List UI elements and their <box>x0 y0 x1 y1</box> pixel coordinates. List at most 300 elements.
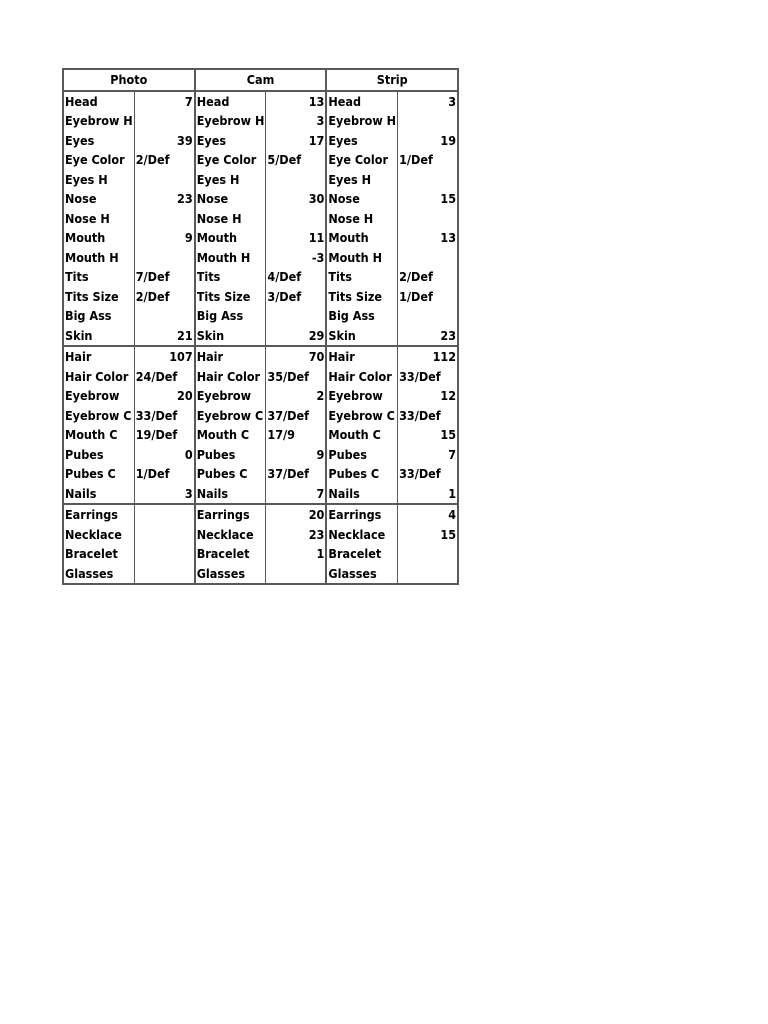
row-label-text: Head <box>328 93 362 109</box>
value-cell[interactable] <box>266 464 327 484</box>
table-row <box>63 544 458 564</box>
value-text: 9 <box>184 230 193 245</box>
value-cell[interactable] <box>134 150 195 170</box>
value-text: 2/Def <box>135 288 170 304</box>
row-label-cell[interactable] <box>326 248 397 268</box>
row-label-cell[interactable] <box>326 406 397 426</box>
row-label-text: Earrings <box>65 507 118 522</box>
table-row <box>63 425 458 445</box>
value-cell[interactable] <box>398 504 459 525</box>
value-cell[interactable] <box>398 306 459 326</box>
row-label-cell[interactable] <box>195 326 266 347</box>
row-label-text: Pubes C <box>328 466 380 481</box>
value-text: 4/Def <box>267 269 302 284</box>
row-label-text: Eyes H <box>65 171 108 187</box>
row-label-cell[interactable] <box>195 544 266 564</box>
row-label-cell[interactable] <box>195 525 266 545</box>
table-row <box>63 504 458 525</box>
column-header-photo: Photo <box>63 69 195 91</box>
row-label-cell[interactable] <box>326 425 397 445</box>
value-text: 7 <box>316 485 325 501</box>
row-label-text: Hair <box>328 349 355 364</box>
value-cell[interactable] <box>398 287 459 307</box>
row-label-text: Nose H <box>328 210 374 226</box>
row-label-cell[interactable] <box>326 267 397 287</box>
value-cell[interactable] <box>134 346 195 367</box>
value-cell[interactable] <box>266 228 327 248</box>
value-cell[interactable] <box>134 386 195 406</box>
value-cell[interactable] <box>266 248 327 268</box>
table-row <box>63 564 458 585</box>
value-cell[interactable] <box>398 267 459 287</box>
row-label-text: Eyebrow H <box>196 113 265 128</box>
table-row <box>63 189 458 209</box>
row-label-cell[interactable] <box>195 564 266 585</box>
row-label-cell[interactable] <box>195 189 266 209</box>
row-label-text: Mouth <box>196 230 238 245</box>
row-label-text: Tits <box>196 269 221 284</box>
table-row <box>63 170 458 190</box>
row-label-cell[interactable] <box>326 189 397 209</box>
value-text: 23 <box>177 191 193 206</box>
value-text: 37/Def <box>267 407 309 423</box>
row-label-text: Eyebrow <box>196 388 252 403</box>
row-label-cell[interactable] <box>326 346 397 367</box>
value-text: 13 <box>308 93 325 109</box>
value-cell[interactable] <box>266 287 327 307</box>
value-cell[interactable] <box>134 464 195 484</box>
row-label-text: Bracelet <box>328 546 382 561</box>
table-row <box>63 346 458 367</box>
value-text: 9 <box>316 446 325 462</box>
value-text: 23 <box>440 327 457 343</box>
value-cell[interactable] <box>398 346 459 367</box>
value-cell[interactable] <box>398 131 459 151</box>
value-text: 15 <box>440 526 457 542</box>
row-label-text: Nails <box>328 485 360 501</box>
table-row <box>63 445 458 465</box>
row-label-text: Nose <box>328 191 360 206</box>
row-label-text: Eyebrow C <box>196 407 264 423</box>
value-text: 35/Def <box>267 368 309 384</box>
table-row <box>63 228 458 248</box>
row-label-cell[interactable] <box>63 267 134 287</box>
value-cell[interactable] <box>134 111 195 131</box>
row-label-cell[interactable] <box>326 326 397 347</box>
row-label-cell[interactable] <box>326 445 397 465</box>
row-label-text: Glasses <box>65 565 114 581</box>
row-label-text: Skin <box>65 327 93 343</box>
row-label-text: Eyebrow <box>65 388 120 403</box>
row-label-cell[interactable] <box>326 131 397 151</box>
value-text: 13 <box>440 230 457 245</box>
row-label-cell[interactable] <box>63 464 134 484</box>
value-text: 29 <box>308 327 325 343</box>
row-label-text: Nails <box>65 485 97 501</box>
table-row <box>63 209 458 229</box>
value-text: -3 <box>311 249 325 265</box>
value-cell[interactable] <box>266 267 327 287</box>
table-body <box>63 91 458 585</box>
value-text: 19/Def <box>135 427 178 442</box>
row-label-cell[interactable] <box>63 484 134 505</box>
row-label-cell[interactable] <box>63 228 134 248</box>
value-text: 30 <box>308 191 325 206</box>
value-cell[interactable] <box>398 544 459 564</box>
row-label-cell[interactable] <box>195 170 266 190</box>
row-label-text: Pubes <box>328 446 367 462</box>
row-label-text: Tits Size <box>328 288 383 304</box>
table-row <box>63 386 458 406</box>
value-cell[interactable] <box>266 131 327 151</box>
value-cell[interactable] <box>398 228 459 248</box>
value-cell[interactable] <box>398 189 459 209</box>
column-header-cam: Cam <box>195 69 327 91</box>
value-text: 3 <box>184 485 193 501</box>
row-label-text: Pubes C <box>196 466 248 481</box>
value-cell[interactable] <box>398 248 459 268</box>
column-header-strip: Strip <box>326 69 458 91</box>
value-cell[interactable] <box>398 367 459 387</box>
row-label-text: Skin <box>196 327 225 343</box>
row-label-text: Mouth H <box>328 249 383 265</box>
value-cell[interactable] <box>266 544 327 564</box>
row-label-text: Eyebrow <box>328 388 383 403</box>
row-label-cell[interactable] <box>63 306 134 326</box>
value-cell[interactable] <box>134 525 195 545</box>
value-cell[interactable] <box>266 386 327 406</box>
value-cell[interactable] <box>266 150 327 170</box>
value-cell[interactable] <box>266 209 327 229</box>
row-label-cell[interactable] <box>63 504 134 525</box>
table-row <box>63 326 458 347</box>
row-label-text: Mouth H <box>65 249 119 265</box>
value-text: 17 <box>308 132 325 148</box>
row-label-cell[interactable] <box>195 484 266 505</box>
value-cell[interactable] <box>398 445 459 465</box>
row-label-cell[interactable] <box>63 525 134 545</box>
row-label-text: Mouth <box>328 230 369 245</box>
row-label-text: Big Ass <box>65 308 112 323</box>
value-cell[interactable] <box>134 267 195 287</box>
table-row <box>63 267 458 287</box>
table-row <box>63 406 458 426</box>
value-text: 21 <box>177 327 193 343</box>
row-label-text: Eye Color <box>328 152 389 167</box>
value-cell[interactable] <box>134 367 195 387</box>
value-text: 33/Def <box>135 407 178 423</box>
row-label-cell[interactable] <box>326 386 397 406</box>
value-cell[interactable] <box>134 504 195 525</box>
row-label-text: Hair <box>196 349 224 364</box>
row-label-text: Nails <box>196 485 229 501</box>
row-label-text: Eyes H <box>328 171 372 187</box>
value-cell[interactable] <box>134 425 195 445</box>
row-label-cell[interactable] <box>63 189 134 209</box>
row-label-text: Eyes H <box>196 171 240 187</box>
value-text: 7 <box>448 446 457 462</box>
row-label-cell[interactable] <box>63 406 134 426</box>
row-label-text: Hair <box>65 349 92 364</box>
row-label-cell[interactable] <box>195 306 266 326</box>
value-cell[interactable] <box>398 111 459 131</box>
row-label-text: Earrings <box>328 507 382 522</box>
value-cell[interactable] <box>398 406 459 426</box>
row-label-cell[interactable] <box>195 111 266 131</box>
value-cell[interactable] <box>266 367 327 387</box>
table-row <box>63 248 458 268</box>
row-label-cell[interactable] <box>195 425 266 445</box>
row-label-text: Nose H <box>196 210 242 226</box>
row-label-cell[interactable] <box>326 564 397 585</box>
value-text: 1 <box>316 546 325 561</box>
row-label-cell[interactable] <box>195 267 266 287</box>
row-label-text: Pubes <box>196 446 236 462</box>
value-cell[interactable] <box>134 131 195 151</box>
row-label-cell[interactable] <box>326 287 397 307</box>
value-text: 11 <box>308 230 325 245</box>
row-label-text: Glasses <box>328 565 377 581</box>
row-label-cell[interactable] <box>63 564 134 585</box>
value-cell[interactable] <box>266 445 327 465</box>
value-cell[interactable] <box>398 91 459 112</box>
table-row <box>63 111 458 131</box>
value-cell[interactable] <box>398 170 459 190</box>
value-cell[interactable] <box>134 564 195 585</box>
row-label-cell[interactable] <box>63 445 134 465</box>
row-label-cell[interactable] <box>63 248 134 268</box>
value-text: 70 <box>308 349 325 364</box>
row-label-cell[interactable] <box>326 525 397 545</box>
value-text: 1/Def <box>399 288 433 304</box>
row-label-text: Hair Color <box>328 368 392 384</box>
row-label-text: Bracelet <box>196 546 250 561</box>
value-text: 107 <box>169 349 193 364</box>
row-label-text: Mouth <box>65 230 106 245</box>
value-text: 17/9 <box>267 427 295 442</box>
row-label-text: Hair Color <box>65 368 129 384</box>
row-label-cell[interactable] <box>195 209 266 229</box>
value-text: 33/Def <box>399 368 441 384</box>
value-cell[interactable] <box>398 464 459 484</box>
value-text: 3 <box>316 113 325 128</box>
value-cell[interactable] <box>266 406 327 426</box>
value-cell[interactable] <box>398 564 459 585</box>
row-label-cell[interactable] <box>326 367 397 387</box>
value-cell[interactable] <box>398 425 459 445</box>
row-label-cell[interactable] <box>195 131 266 151</box>
row-label-text: Nose H <box>65 210 110 226</box>
row-label-cell[interactable] <box>63 425 134 445</box>
row-label-cell[interactable] <box>63 209 134 229</box>
value-cell[interactable] <box>266 346 327 367</box>
value-text: 0 <box>184 446 193 462</box>
row-label-cell[interactable] <box>195 346 266 367</box>
row-label-text: Eyebrow H <box>65 113 133 128</box>
row-label-cell[interactable] <box>195 228 266 248</box>
value-cell[interactable] <box>134 189 195 209</box>
row-label-cell[interactable] <box>195 464 266 484</box>
row-label-text: Mouth C <box>196 427 250 442</box>
value-cell[interactable] <box>266 170 327 190</box>
row-label-text: Tits Size <box>196 288 251 304</box>
row-label-cell[interactable] <box>63 287 134 307</box>
value-cell[interactable] <box>134 170 195 190</box>
value-cell[interactable] <box>266 189 327 209</box>
value-cell[interactable] <box>266 91 327 112</box>
row-label-text: Eye Color <box>196 152 257 167</box>
value-cell[interactable] <box>134 91 195 112</box>
row-label-cell[interactable] <box>326 170 397 190</box>
table-row <box>63 287 458 307</box>
row-label-cell[interactable] <box>63 326 134 347</box>
value-text: 7 <box>184 93 193 109</box>
row-label-cell[interactable] <box>326 504 397 525</box>
value-cell[interactable] <box>134 326 195 347</box>
table-row <box>63 367 458 387</box>
table-row <box>63 150 458 170</box>
value-cell[interactable] <box>134 544 195 564</box>
row-label-cell[interactable] <box>63 367 134 387</box>
row-label-text: Glasses <box>196 565 246 581</box>
row-label-text: Mouth C <box>328 427 381 442</box>
row-label-text: Big Ass <box>196 308 244 323</box>
value-text: 2/Def <box>135 152 170 167</box>
value-text: 4 <box>448 507 457 522</box>
value-cell[interactable] <box>398 150 459 170</box>
row-label-cell[interactable] <box>326 91 397 112</box>
row-label-cell[interactable] <box>63 111 134 131</box>
row-label-cell[interactable] <box>326 464 397 484</box>
value-cell[interactable] <box>134 306 195 326</box>
spreadsheet-table <box>62 68 459 585</box>
row-label-text: Mouth H <box>196 249 251 265</box>
row-label-text: Big Ass <box>328 308 375 323</box>
value-text: 15 <box>440 191 457 206</box>
row-label-cell[interactable] <box>195 91 266 112</box>
row-label-cell[interactable] <box>195 386 266 406</box>
row-label-cell[interactable] <box>195 248 266 268</box>
row-label-cell[interactable] <box>63 150 134 170</box>
row-label-text: Mouth C <box>65 427 118 442</box>
value-cell[interactable] <box>134 287 195 307</box>
row-label-text: Skin <box>328 327 356 343</box>
row-label-cell[interactable] <box>63 170 134 190</box>
value-cell[interactable] <box>266 504 327 525</box>
value-cell[interactable] <box>266 484 327 505</box>
value-text: 20 <box>308 507 325 522</box>
row-label-cell[interactable] <box>63 386 134 406</box>
value-text: 19 <box>440 132 457 148</box>
value-text: 1 <box>448 485 457 501</box>
value-text: 1/Def <box>399 152 433 167</box>
row-label-cell[interactable] <box>326 111 397 131</box>
value-cell[interactable] <box>398 525 459 545</box>
value-cell[interactable] <box>266 111 327 131</box>
value-cell[interactable] <box>398 326 459 347</box>
row-label-cell[interactable] <box>326 150 397 170</box>
row-label-text: Tits <box>65 269 89 284</box>
row-label-text: Eyes <box>196 132 227 148</box>
row-label-text: Necklace <box>65 526 122 542</box>
header-row <box>63 69 458 91</box>
value-cell[interactable] <box>134 484 195 505</box>
row-label-text: Pubes <box>65 446 104 462</box>
row-label-cell[interactable] <box>326 209 397 229</box>
value-text: 20 <box>177 388 193 403</box>
row-label-cell[interactable] <box>195 504 266 525</box>
value-cell[interactable] <box>266 425 327 445</box>
value-cell[interactable] <box>134 445 195 465</box>
row-label-cell[interactable] <box>195 445 266 465</box>
row-label-text: Nose <box>65 191 97 206</box>
row-label-text: Head <box>65 93 98 109</box>
row-label-text: Tits Size <box>65 288 119 304</box>
value-cell[interactable] <box>266 326 327 347</box>
row-label-text: Necklace <box>328 526 386 542</box>
row-label-text: Bracelet <box>65 546 118 561</box>
value-cell[interactable] <box>398 386 459 406</box>
value-text: 5/Def <box>267 152 302 167</box>
value-cell[interactable] <box>134 228 195 248</box>
table-row <box>63 306 458 326</box>
row-label-text: Eyebrow H <box>328 113 397 128</box>
value-cell[interactable] <box>266 306 327 326</box>
value-text: 15 <box>440 427 457 442</box>
row-label-cell[interactable] <box>63 544 134 564</box>
value-text: 33/Def <box>399 407 441 423</box>
value-cell[interactable] <box>398 209 459 229</box>
value-text: 3 <box>448 93 457 109</box>
row-label-text: Hair Color <box>196 368 261 384</box>
row-label-text: Eyes <box>65 132 95 148</box>
value-cell[interactable] <box>134 248 195 268</box>
value-text: 2 <box>316 388 325 403</box>
value-text: 12 <box>440 388 457 403</box>
row-label-text: Earrings <box>196 507 250 522</box>
row-label-cell[interactable] <box>326 306 397 326</box>
row-label-cell[interactable] <box>63 346 134 367</box>
value-text: 23 <box>308 526 325 542</box>
table-row <box>63 91 458 112</box>
row-label-cell[interactable] <box>195 406 266 426</box>
value-text: 24/Def <box>135 368 178 384</box>
row-label-text: Eyes <box>328 132 358 148</box>
row-label-text: Eyebrow C <box>328 407 395 423</box>
row-label-cell[interactable] <box>63 91 134 112</box>
row-label-cell[interactable] <box>195 367 266 387</box>
row-label-text: Nose <box>196 191 229 206</box>
value-text: 2/Def <box>399 269 433 284</box>
row-label-text: Head <box>196 93 230 109</box>
row-label-text: Eyebrow C <box>65 407 132 423</box>
row-label-cell[interactable] <box>195 287 266 307</box>
row-label-cell[interactable] <box>195 150 266 170</box>
value-cell[interactable] <box>266 564 327 585</box>
row-label-cell[interactable] <box>326 544 397 564</box>
row-label-cell[interactable] <box>63 131 134 151</box>
value-cell[interactable] <box>266 525 327 545</box>
value-cell[interactable] <box>398 484 459 505</box>
row-label-cell[interactable] <box>326 484 397 505</box>
value-text: 7/Def <box>135 269 170 284</box>
table-row <box>63 131 458 151</box>
value-cell[interactable] <box>134 209 195 229</box>
value-cell[interactable] <box>134 406 195 426</box>
value-text: 112 <box>432 349 457 364</box>
row-label-text: Necklace <box>196 526 254 542</box>
row-label-cell[interactable] <box>326 228 397 248</box>
